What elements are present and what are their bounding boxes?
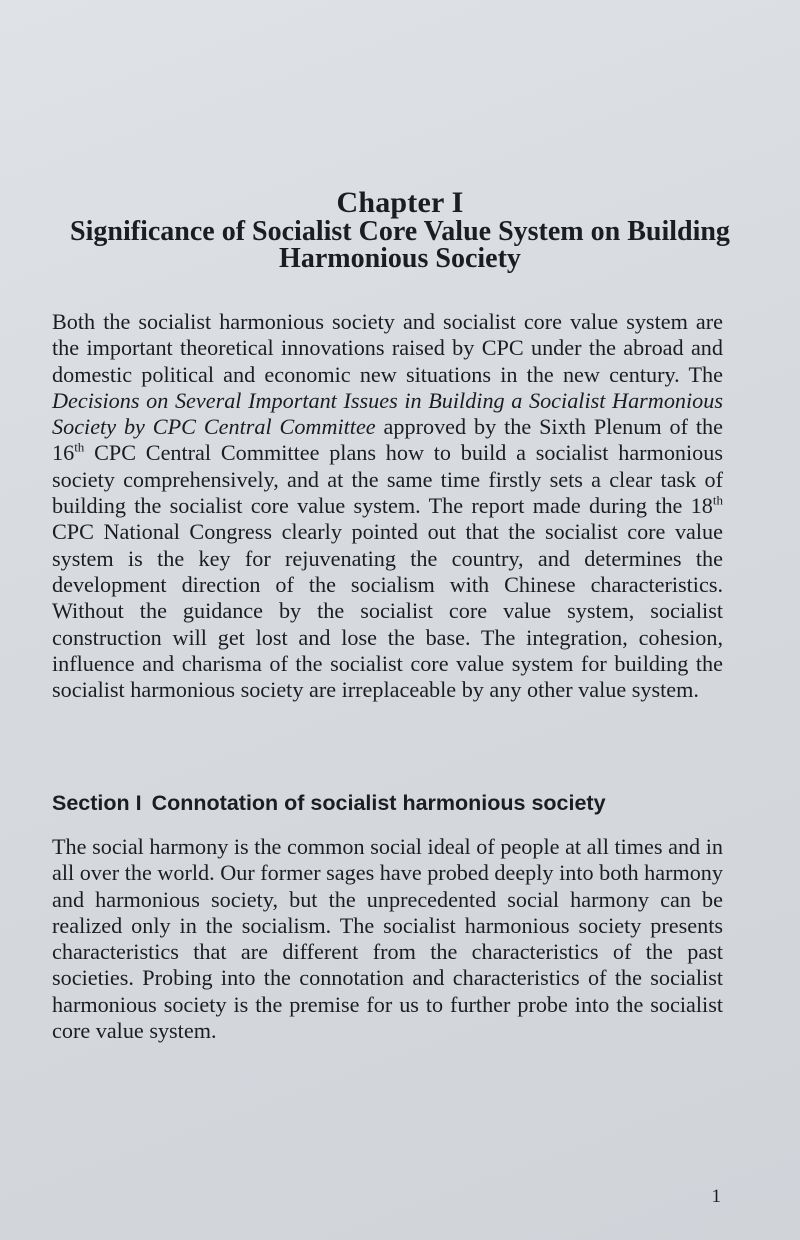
- ordinal-suffix: th: [712, 492, 723, 508]
- ordinal-suffix: th: [74, 440, 85, 456]
- section-paragraph: The social harmony is the common social ideal of people at all times and in all over the world. Our former sages have probed deeply into both harmony and harmonious society, but the unprecedented social harmony can be realized only in the socialism. The socialist harmonious society presents characteristics that are different from the characteristics of the past societies. Probing into the connotation and characteristics of the socialist harmonious society is the premise for us to further probe into the socialist core value system.: [52, 834, 723, 1044]
- chapter-title: Significance of Socialist Core Value System on Building Harmonious Society: [70, 216, 730, 274]
- chapter-heading: [0, 188, 800, 272]
- chapter-label: Chapter I: [336, 186, 464, 219]
- section-number: Section I: [52, 791, 142, 815]
- section-heading: [52, 788, 732, 818]
- intro-text-part-3: CPC Central Committee plans how to build a socialist harmonious society comprehensively, and at the same time firstly sets a clear task of building the socialist core value system. The report made during the 18: [52, 440, 723, 519]
- section-title: Connotation of socialist harmonious society: [151, 791, 606, 815]
- intro-paragraph: [52, 309, 723, 703]
- intro-text-part-1: Both the socialist harmonious society and socialist core value system are the important theoretical innovations raised by CPC under the abroad and domestic political and economic new situations in the new century. The: [52, 309, 723, 387]
- decisions-document-title: Decisions on Several Important Issues in Building a Socialist Harmonious Society by CPC Central Committee: [52, 387, 723, 440]
- intro-text-part-2: approved by the Sixth Plenum of the 16: [52, 414, 723, 466]
- page-number: 1: [711, 1186, 721, 1207]
- intro-text-part-4: CPC National Congress clearly pointed out that the socialist core value system is the key for rejuvenating the country, and determines the development direction of the socialism with Chinese characteristics. Without the guidance by the socialist core value system, socialist construction will get lost and lose the base. The integration, cohesion, influence and charisma of the socialist core value system for building the socialist harmonious society are irreplaceable by any other value system.: [52, 519, 723, 703]
